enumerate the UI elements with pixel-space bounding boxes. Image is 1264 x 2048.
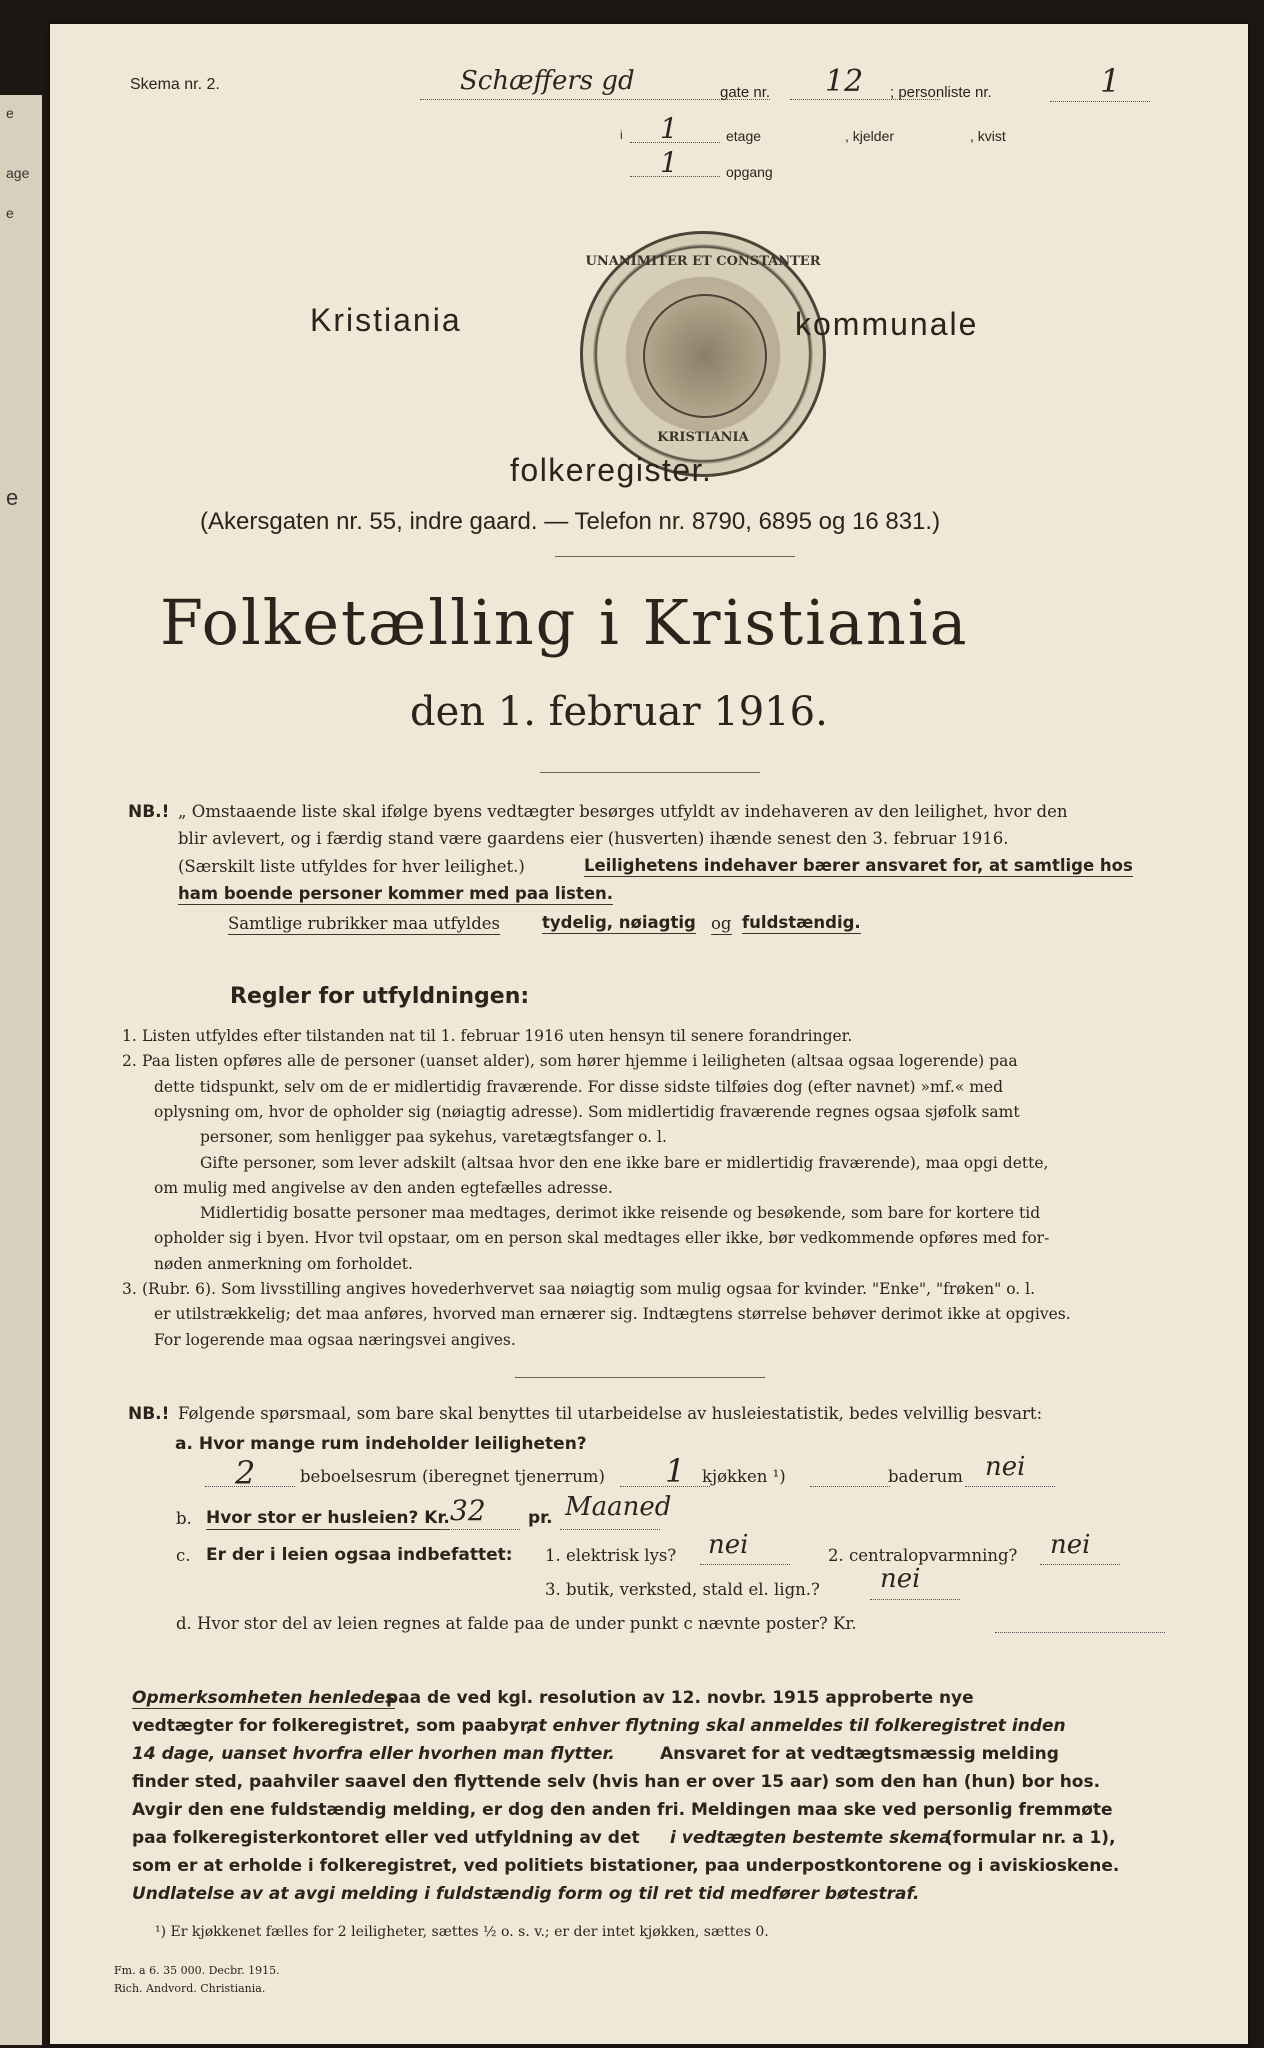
rule-line: om mulig med angivelse av den anden egtefælles adresse. — [154, 1178, 613, 1197]
heating-fill-line — [1040, 1564, 1120, 1565]
bath-label: baderum — [888, 1467, 963, 1486]
nb2-label: NB.! — [128, 1404, 170, 1424]
nb-line: og — [711, 914, 732, 933]
rule-line: opholder sig i byen. Hvor tvil opstaar, om en person skal medtages eller ikke, bør vedkommende opføres med for- — [154, 1229, 1050, 1248]
edge-text: e — [6, 485, 19, 510]
org-name-right: kommunale — [795, 306, 979, 342]
nb-emphasis: tydelig, nøiagtig — [542, 913, 696, 932]
skema-label: Skema nr. 2. — [130, 76, 220, 93]
etage-label: etage — [726, 128, 762, 144]
electric-fill-line — [700, 1564, 790, 1565]
rule-line: dette tidspunkt, selv om de er midlertidig fraværende. For disse sidste tilføies dog (efter navnet) »mf.« med — [154, 1077, 1004, 1096]
edge-text: age — [6, 165, 30, 181]
opgang-label: opgang — [726, 164, 773, 180]
street-handwriting: Schæffers gd — [460, 66, 635, 96]
notice-line: Ansvaret for at vedtægtsmæssig melding — [660, 1744, 1059, 1764]
shop-label: 3. butik, verksted, stald el. lign.? — [545, 1580, 820, 1599]
question-d: d. Hvor stor del av leien regnes at falde paa de under punkt c nævnte poster? Kr. — [176, 1614, 857, 1633]
per-label: pr. — [528, 1508, 553, 1528]
notice-heading: Opmerksomheten henledes — [132, 1688, 396, 1708]
rent-handwriting: 32 — [450, 1494, 486, 1527]
seal-bottom-text: KRISTIANIA — [657, 430, 749, 445]
census-form — [50, 24, 1248, 2044]
rule-number: 1. — [122, 1027, 137, 1045]
personliste-handwriting: 1 — [1100, 62, 1121, 100]
electric-label: 1. elektrisk lys? — [545, 1546, 677, 1565]
org-address: (Akersgaten nr. 55, indre gaard. — Telefon nr. 8790, 6895 og 16 831.) — [200, 508, 941, 535]
nb-emphasis: fuldstændig. — [742, 913, 861, 932]
opgang-handwriting: 1 — [660, 146, 678, 179]
heating-handwriting: nei — [1050, 1530, 1091, 1560]
personliste-fill-line — [1050, 101, 1150, 102]
notice-emphasis: 14 dage, uanset hvorfra eller hvorhen man flytter. — [132, 1744, 615, 1764]
notice-emphasis: at enhver flytning skal anmeldes til folkeregistret inden — [527, 1716, 1066, 1736]
nb-line: Samtlige rubrikker maa utfyldes — [228, 914, 501, 933]
rule-line: oplysning om, hvor de opholder sig (nøiagtig adresse). Som midlertidig fraværende regnes ogsaa sjøfolk samt — [154, 1102, 1020, 1121]
rooms-handwriting: 2 — [235, 1454, 256, 1492]
imprint-line: Fm. a 6. 35 000. Decbr. 1915. — [114, 1964, 280, 1977]
divider — [515, 1377, 765, 1378]
imprint-line: Rich. Andvord. Christiania. — [114, 1982, 266, 1995]
nb-line: blir avlevert, og i færdig stand være gaardens eier (husverten) ihænde senest den 3. februar 1916. — [178, 829, 1009, 848]
heating-label: 2. centralopvarmning? — [828, 1546, 1018, 1565]
period-fill-line — [560, 1529, 660, 1530]
notice-emphasis: i vedtægten bestemte skema — [670, 1828, 951, 1848]
rules-heading: Regler for utfyldningen: — [230, 984, 530, 1009]
bath-fill-line — [965, 1486, 1055, 1487]
gate-nr-label: gate nr. — [720, 84, 771, 101]
nb-line: „ Omstaaende liste skal ifølge byens vedtægter besørges utfyldt av indehaveren av den leilighet, hvor den — [178, 802, 1068, 821]
personliste-label: ; personliste nr. — [890, 84, 992, 101]
bath-handwriting: nei — [985, 1452, 1026, 1482]
edge-text: e — [6, 105, 14, 121]
kitchen-label: kjøkken ¹) — [702, 1467, 786, 1486]
nb-line: (Særskilt liste utfyldes for hver leilighet.) — [178, 857, 525, 876]
nb-label: NB.! — [128, 802, 170, 822]
seal-center-figure — [643, 294, 767, 418]
rule-number: 2. — [122, 1052, 137, 1071]
nb-emphasis: Leilighetens indehaver bærer ansvaret for, at samtlige hos — [584, 856, 1133, 875]
edge-text: e — [6, 205, 14, 221]
rent-fill-line — [440, 1529, 520, 1530]
i-label: i — [620, 128, 623, 142]
form-title: Folketælling i Kristiania — [160, 586, 969, 659]
notice-line: Avgir den ene fuldstændig melding, er dog den anden fri. Meldingen maa ske ved personlig fremmøte — [132, 1800, 1113, 1820]
period-handwriting: Maaned — [565, 1492, 672, 1522]
org-register: folkeregister. — [510, 452, 713, 488]
question-d-fill-line — [995, 1632, 1165, 1633]
rule-line: Midlertidig bosatte personer maa medtages, derimot ikke reisende og besøkende, som bare for kortere tid — [200, 1204, 1041, 1223]
rule-line: Listen utfyldes efter tilstanden nat til 1. februar 1916 uten hensyn til senere forandringer. — [142, 1027, 853, 1045]
rule-line: nøden anmerkning om forholdet. — [154, 1254, 413, 1273]
kvist-label: , kvist — [970, 128, 1006, 144]
rule-line: Paa listen opføres alle de personer (uanset alder), som hører hjemme i leiligheten (altsaa ogsaa logerende) paa — [142, 1052, 1018, 1071]
electric-handwriting: nei — [708, 1530, 749, 1560]
notice-line: som er at erholde i folkeregistret, ved politiets bistationer, paa underpostkontorene og i aviskioskene. — [132, 1856, 1120, 1876]
nb-emphasis: ham boende personer kommer med paa listen. — [178, 884, 614, 903]
etage-handwriting: 1 — [660, 112, 678, 145]
footnote: ¹) Er kjøkkenet fælles for 2 leiligheter, sættes ½ o. s. v.; er der intet kjøkken, sættes 0. — [155, 1924, 769, 1940]
notice-emphasis: Undlatelse av at avgi melding i fuldstændig form og til ret tid medfører bøtestraf. — [132, 1884, 920, 1904]
rule-line: er utilstrækkelig; det maa anføres, hvorved man ernærer sig. Indtægtens størrelse behøver derimot ikke at opgives. — [154, 1305, 1071, 1324]
notice-line: vedtægter for folkeregistret, som paabyr, — [132, 1716, 533, 1736]
street-fill-line — [420, 99, 770, 100]
rule-line: personer, som henligger paa sykehus, varetægtsfanger o. l. — [200, 1128, 667, 1147]
org-name-left: Kristiania — [310, 302, 462, 338]
rooms-label: beboelsesrum (iberegnet tjenerrum) — [300, 1467, 605, 1486]
city-seal-emblem — [580, 231, 826, 477]
rule-line: Gifte personer, som lever adskilt (altsaa hvor den ene ikke bare er midlertidig fraværende), maa opgi dette, — [200, 1153, 1049, 1172]
shop-fill-line — [870, 1599, 960, 1600]
notice-line: paa folkeregisterkontoret eller ved utfyldning av det — [132, 1828, 640, 1848]
question-c: Er der i leien ogsaa indbefattet: — [206, 1545, 513, 1565]
divider — [555, 556, 795, 557]
rule-line: For logerende maa ogsaa næringsvei angives. — [154, 1330, 516, 1349]
rule-line: (Rubr. 6). Som livsstilling angives hovederhvervet saa nøiagtig som mulig ogsaa for kvinder. "Enke", "frøken" o. l. — [142, 1280, 1035, 1298]
notice-line: paa de ved kgl. resolution av 12. novbr. 1915 approberte nye — [386, 1688, 974, 1708]
shop-handwriting: nei — [880, 1564, 921, 1594]
question-a: a. Hvor mange rum indeholder leiligheten? — [175, 1434, 587, 1454]
gate-nr-handwriting: 12 — [825, 64, 864, 99]
kitchen-handwriting: 1 — [665, 1452, 686, 1490]
adjacent-page-edge — [0, 95, 42, 2045]
notice-line: finder sted, paahviler saavel den flyttende selv (hvis han er over 15 aar) som den han (hun) bor hos. — [132, 1772, 1101, 1792]
form-subtitle: den 1. februar 1916. — [410, 689, 828, 735]
question-b: Hvor stor er husleien? Kr. — [206, 1508, 450, 1528]
rule-number: 3. — [122, 1280, 137, 1298]
seal-top-text: UNANIMITER ET CONSTANTER — [585, 254, 821, 269]
kitchen-gap-line — [810, 1486, 890, 1487]
notice-line: (formular nr. a 1), — [945, 1828, 1116, 1848]
question-b-label: b. — [176, 1509, 192, 1528]
divider — [540, 772, 760, 773]
nb2-intro: Følgende spørsmaal, som bare skal benyttes til utarbeidelse av husleiestatistik, bedes velvillig besvart: — [178, 1404, 1043, 1423]
question-c-label: c. — [176, 1546, 191, 1565]
kjelder-label: , kjelder — [845, 128, 895, 144]
